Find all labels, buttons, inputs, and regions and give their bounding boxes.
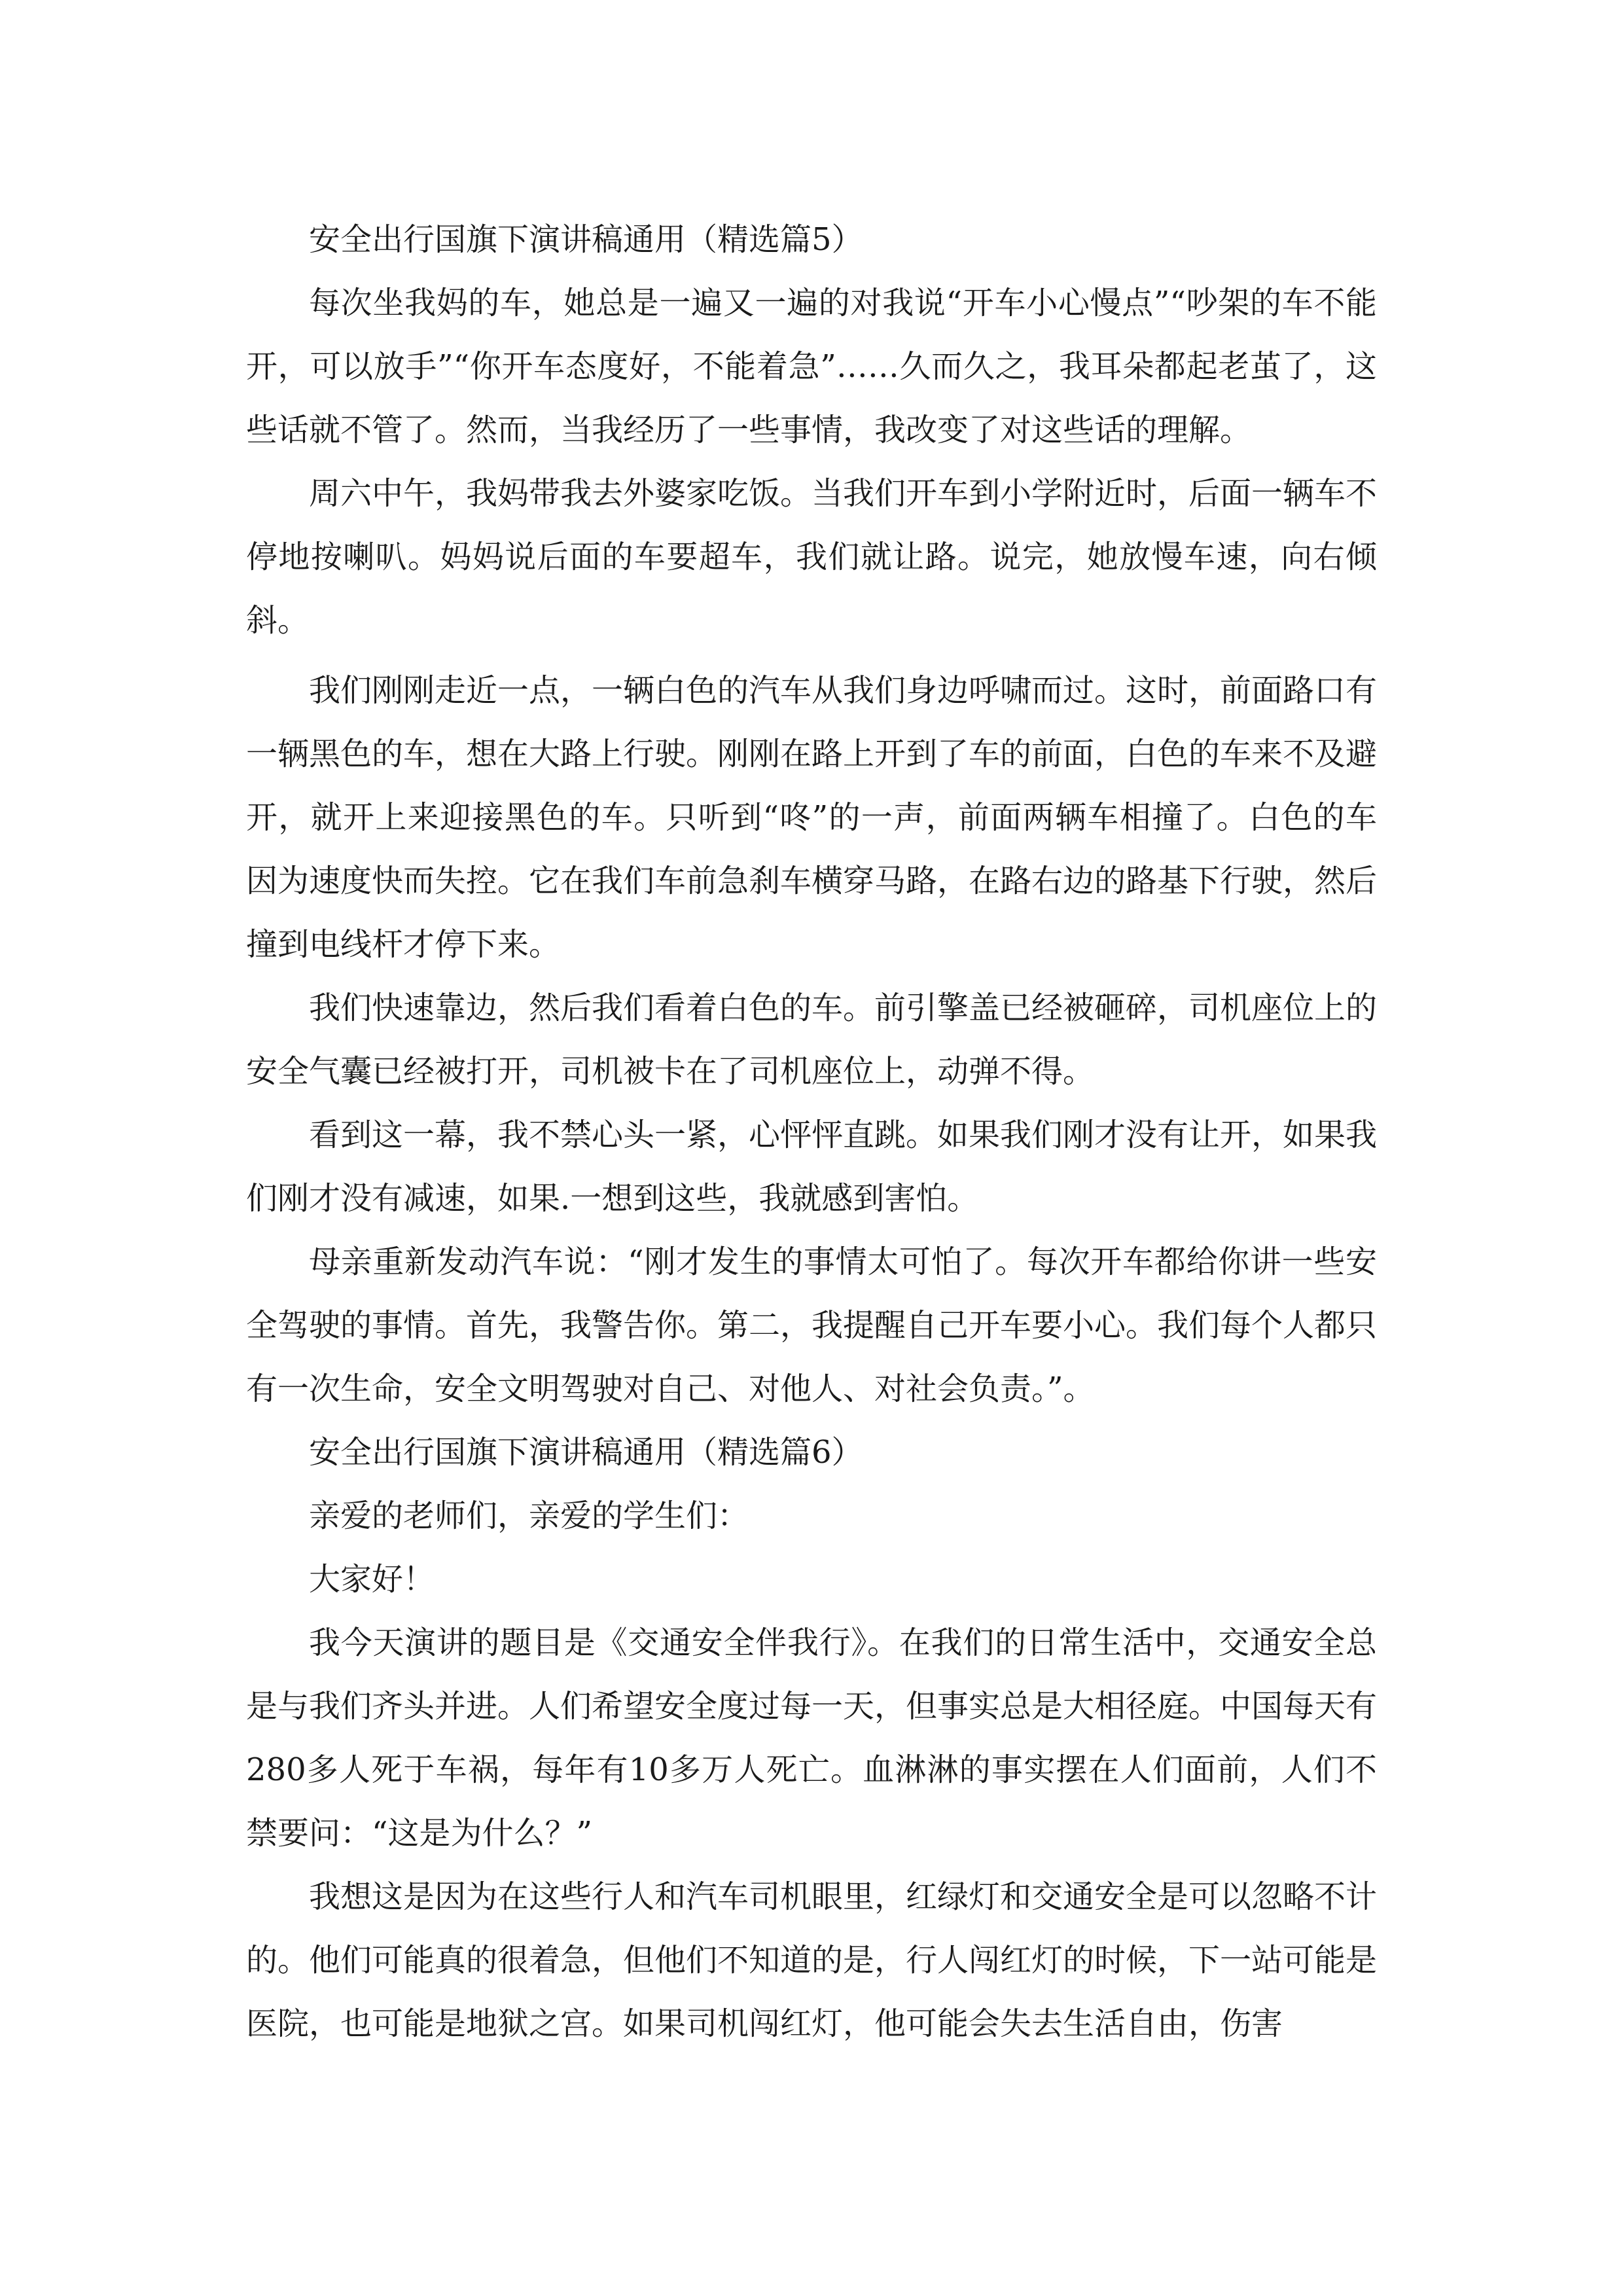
paragraph: 我今天演讲的题目是《交通安全伴我行》。在我们的日常生活中，交通安全总是与我们齐头并进。人们希望安全度过每一天，但事实总是大相径庭。中国每天有280多人死于车祸，每年有10多万人死亡。血淋淋的事实摆在人们面前，人们不禁要问：“这是为什么？” — [246, 1624, 1378, 1852]
salutation: 亲爱的老师们，亲爱的学生们： — [309, 1498, 749, 1534]
paragraph: 母亲重新发动汽车说：“刚才发生的事情太可怕了。每次开车都给你讲一些安全驾驶的事情。首先，我警告你。第二，我提醒自己开车要小心。我们每个人都只有一次生命，安全文明驾驶对自己、对他人、对社会负责。”。 — [246, 1244, 1378, 1407]
section-title-6: 安全出行国旗下演讲稿通用（精选篇6） — [309, 1434, 863, 1471]
greeting: 大家好！ — [309, 1561, 435, 1598]
paragraph: 看到这一幕，我不禁心头一紧，心怦怦直跳。如果我们刚才没有让开，如果我们刚才没有减速，如果.一想到这些，我就感到害怕。 — [246, 1117, 1378, 1217]
paragraph: 每次坐我妈的车，她总是一遍又一遍的对我说“开车小心慢点”“吵架的车不能开，可以放手”“你开车态度好，不能着急”……久而久之，我耳朵都起老茧了，这些话就不管了。然而，当我经历了一些事情，我改变了对这些话的理解。 — [246, 285, 1377, 448]
paragraph: 周六中午，我妈带我去外婆家吃饭。当我们开车到小学附近时，后面一辆车不停地按喇叭。妈妈说后面的车要超车，我们就让路。说完，她放慢车速，向右倾斜。 — [246, 475, 1378, 639]
paragraph: 我想这是因为在这些行人和汽车司机眼里，红绿灯和交通安全是可以忽略不计的。他们可能真的很着急，但他们不知道的是，行人闯红灯的时候，下一站可能是医院，也可能是地狱之宫。如果司机闯红灯，他可能会失去生活自由，伤害 — [246, 1878, 1378, 2042]
paragraph: 我们刚刚走近一点，一辆白色的汽车从我们身边呼啸而过。这时，前面路口有一辆黑色的车，想在大路上行驶。刚刚在路上开到了车的前面，白色的车来不及避开，就开上来迎接黑色的车。只听到“咚”的一声，前面两辆车相撞了。白色的车因为速度快而失控。它在我们车前急刹车横穿马路，在路右边的路基下行驶，然后撞到电线杆才停下来。 — [246, 672, 1378, 963]
document-body — [246, 208, 1377, 2056]
paragraph: 我们快速靠边，然后我们看着白色的车。前引擎盖已经被砸碎，司机座位上的安全气囊已经被打开，司机被卡在了司机座位上，动弹不得。 — [246, 990, 1378, 1090]
section-title-5: 安全出行国旗下演讲稿通用（精选篇5） — [309, 221, 863, 258]
